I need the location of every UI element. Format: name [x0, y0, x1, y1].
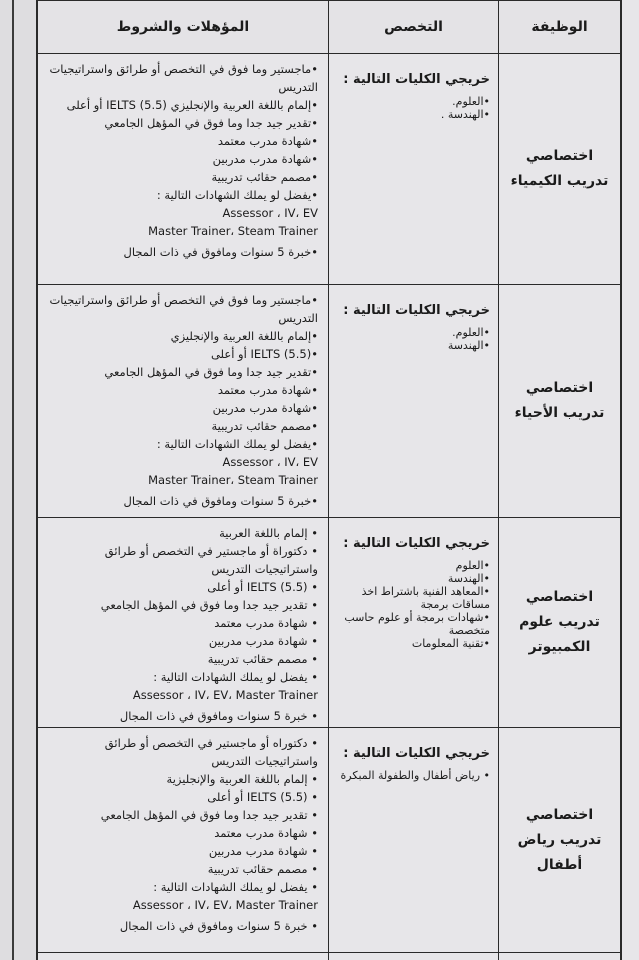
spec-cell	[328, 728, 498, 953]
job-cell	[498, 728, 620, 953]
qual-item: • إلمام باللغة العربية والإنجليزية	[166, 772, 318, 786]
spec-item: •العلوم.	[452, 326, 490, 339]
spec-title: خريجي الكليات التالية :	[343, 303, 490, 318]
spec-list	[335, 326, 490, 352]
spec-item: •تقنية المعلومات	[411, 637, 490, 650]
qual-item: •شهادة مدرب معتمد	[217, 383, 318, 397]
qual-item: •مصمم حقائب تدريبية	[211, 419, 318, 433]
qual-item: • شهادة مدرب معتمد	[214, 826, 318, 840]
qual-item: • خبرة 5 سنوات ومافوق في ذات المجال	[119, 919, 318, 933]
qual-list	[44, 60, 318, 261]
spec-title: خريجي الكليات التالية :	[343, 536, 490, 551]
qual-item: • يفضل لو يملك الشهادات التالية : Assessor ، IV، EV، Master Trainer	[132, 670, 318, 702]
job-cell	[498, 54, 620, 285]
jobs-table	[36, 0, 622, 960]
qual-item: •شهادة مدرب مدربين	[212, 401, 318, 415]
qual-list	[44, 291, 318, 510]
qual-item: •مصمم حقائب تدريبية	[211, 170, 318, 184]
spec-item: • رياض أطفال والطفولة المبكرة	[340, 769, 490, 782]
header-job: الوظيفة	[498, 0, 620, 54]
qual-item: •IELTS (5.5) أو أعلى	[210, 347, 318, 361]
job-cell	[498, 285, 620, 518]
qual-cell	[38, 518, 328, 728]
spec-cell	[328, 54, 498, 285]
qual-item: •ماجستير وما فوق في التخصص أو طرائق واستراتيجيات التدريس	[49, 62, 318, 94]
next-row-cell	[38, 953, 328, 960]
adjacent-page-rule	[12, 0, 14, 960]
qual-item: • دكتوراة أو ماجستير في التخصص أو طرائق واستراتيجيات التدريس	[104, 544, 318, 576]
qual-item: • مصمم حقائب تدريبية	[207, 652, 318, 666]
qual-item: • IELTS (5.5) أو أعلى	[207, 580, 318, 594]
job-cell	[498, 518, 620, 728]
qual-item: •شهادة مدرب معتمد	[217, 134, 318, 148]
spec-title: خريجي الكليات التالية :	[343, 746, 490, 761]
next-row-cell	[328, 953, 498, 960]
spec-cell	[328, 518, 498, 728]
adjacent-page-edge	[0, 0, 36, 960]
qual-item: • دكتوراه أو ماجستير في التخصص أو طرائق واستراتيجيات التدريس	[104, 736, 318, 768]
qual-item: •خبرة 5 سنوات ومافوق في ذات المجال	[123, 494, 318, 508]
qual-item: •إلمام باللغة العربية والإنجليزي	[170, 329, 318, 343]
qual-list	[44, 734, 318, 935]
spec-cell	[328, 285, 498, 518]
qual-list	[44, 524, 318, 725]
qual-item: •يفضل لو يملك الشهادات التالية : Assessor ، IV، EV Master Trainer، Steam Trainer	[148, 188, 318, 238]
qual-item: • يفضل لو يملك الشهادات التالية : Assessor ، IV، EV، Master Trainer	[132, 880, 318, 912]
qual-item: •تقدير جيد جدا وما فوق في المؤهل الجامعي	[104, 116, 318, 130]
qual-item: • إلمام باللغة العربية	[219, 526, 318, 540]
qual-item: • شهادة مدرب مدربين	[208, 634, 318, 648]
spec-title: خريجي الكليات التالية :	[343, 72, 490, 87]
qual-item: • مصمم حقائب تدريبية	[207, 862, 318, 876]
next-row-cell	[498, 953, 620, 960]
qual-item: • تقدير جيد جدا وما فوق في المؤهل الجامعي	[100, 808, 318, 822]
qual-cell	[38, 728, 328, 953]
qual-item: •تقدير جيد جدا وما فوق في المؤهل الجامعي	[104, 365, 318, 379]
spec-list	[335, 769, 490, 782]
qual-item: •شهادة مدرب مدربين	[212, 152, 318, 166]
qual-item: •ماجستير وما فوق في التخصص أو طرائق واستراتيجيات التدريس	[49, 293, 318, 325]
header-specialization: التخصص	[328, 0, 498, 54]
job-title: اختصاصي تدريب علوم الكمبيوتر	[519, 589, 600, 655]
qual-cell	[38, 54, 328, 285]
spec-item: •شهادات برمجة أو علوم حاسب متخصصة	[344, 611, 490, 637]
qual-cell	[38, 285, 328, 518]
job-title: اختصاصي تدريب الأحياء	[514, 380, 605, 421]
qual-item: •خبرة 5 سنوات ومافوق في ذات المجال	[123, 245, 318, 259]
qual-item: •إلمام باللغة العربية والإنجليزي (5.5) IELTS أو أعلى	[66, 98, 318, 112]
spec-item: •العلوم	[455, 559, 490, 572]
spec-item: •الهندسة	[447, 572, 490, 585]
job-title: اختصاصي تدريب الكيمياء	[510, 148, 609, 189]
qual-item: •يفضل لو يملك الشهادات التالية : Assessor ، IV، EV Master Trainer، Steam Trainer	[148, 437, 318, 487]
header-qualifications: المؤهلات والشروط	[38, 0, 328, 54]
spec-item: •المعاهد الفنية باشتراط اخذ مساقات برمجة	[361, 585, 490, 611]
qual-item: • خبرة 5 سنوات ومافوق في ذات المجال	[119, 709, 318, 723]
spec-item: •الهندسة	[447, 339, 490, 352]
spec-item: •الهندسة .	[440, 108, 490, 121]
qual-item: • IELTS (5.5) أو أعلى	[207, 790, 318, 804]
spec-list	[335, 95, 490, 121]
spec-item: •العلوم.	[452, 95, 490, 108]
qual-item: • شهادة مدرب معتمد	[214, 616, 318, 630]
job-title: اختصاصي تدريب رياض أطفال	[517, 806, 602, 873]
spec-list	[335, 559, 490, 650]
qual-item: • شهادة مدرب مدربين	[208, 844, 318, 858]
qual-item: • تقدير جيد جدا وما فوق في المؤهل الجامعي	[100, 598, 318, 612]
